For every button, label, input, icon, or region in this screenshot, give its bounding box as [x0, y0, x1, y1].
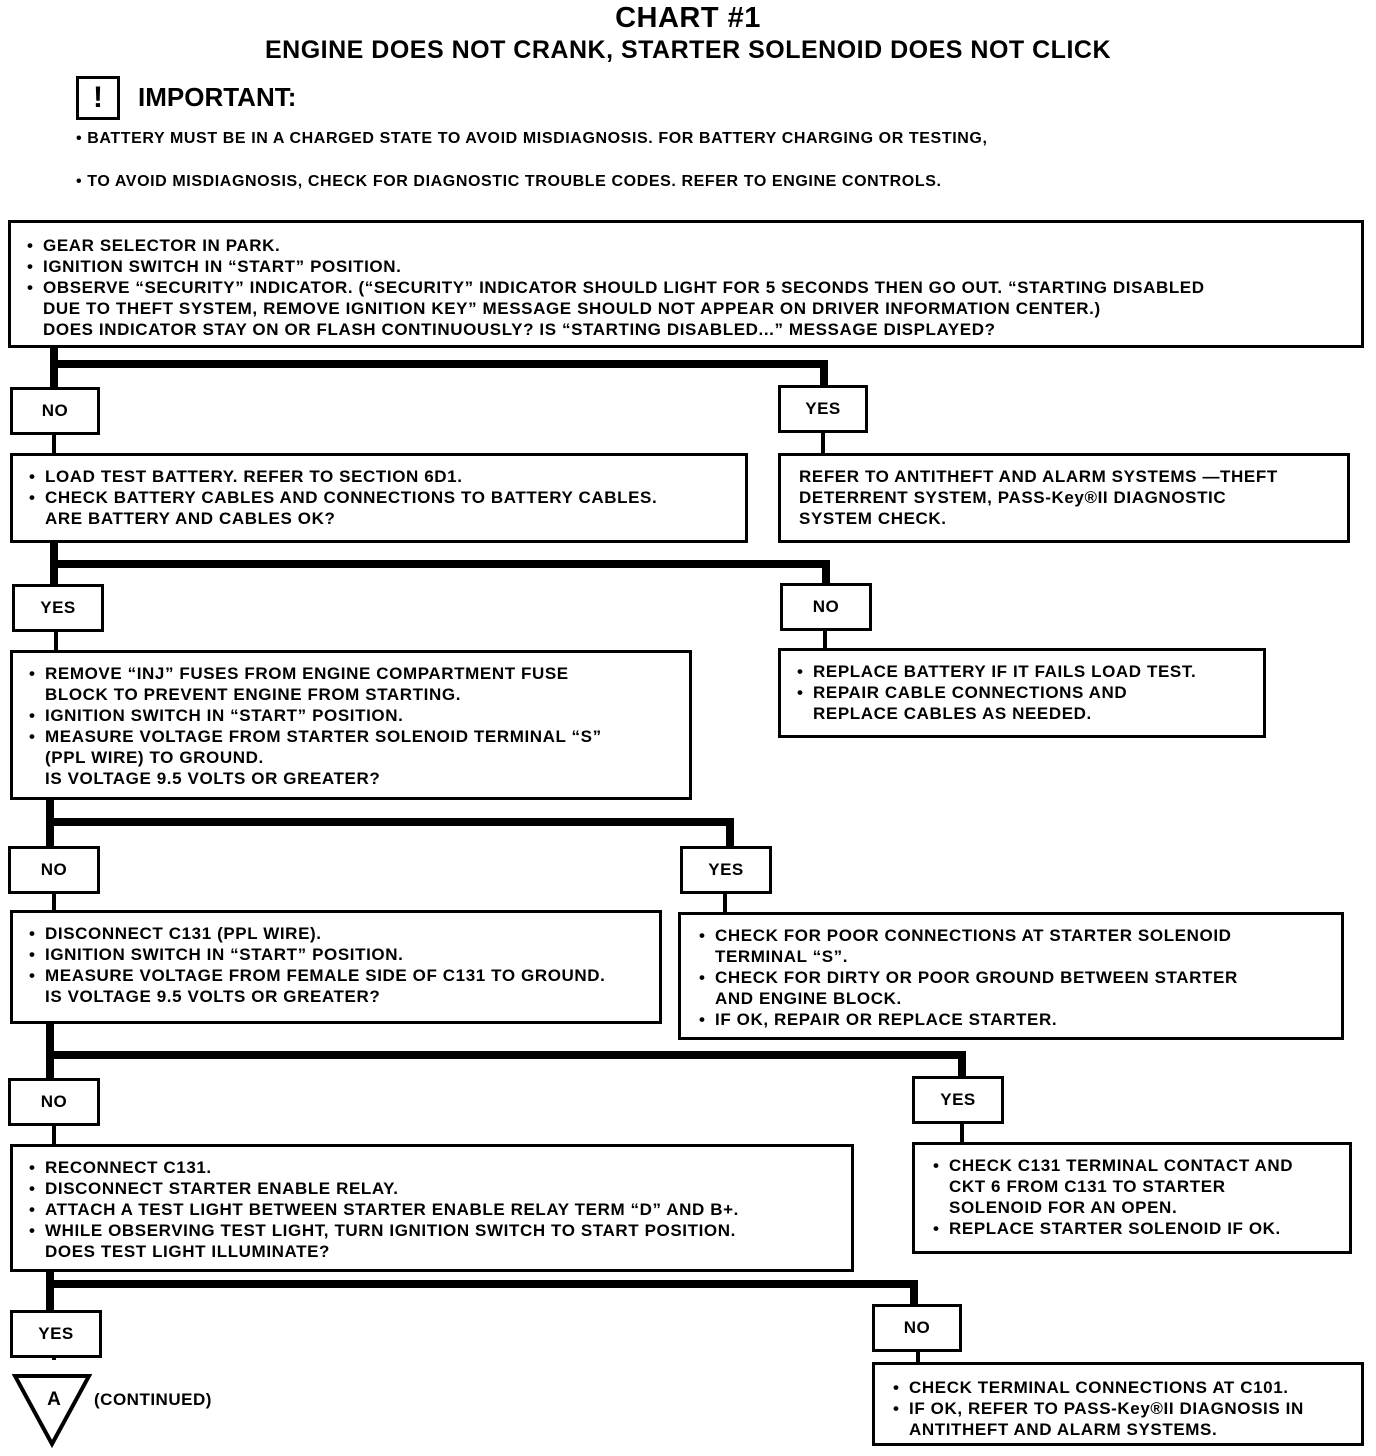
- list-item: TERMINAL “S”.: [715, 947, 849, 966]
- connector-line: [910, 1280, 918, 1306]
- continued-label: (CONTINUED): [94, 1390, 212, 1409]
- list-item: (PPL WIRE) TO GROUND.: [45, 748, 264, 767]
- list-item: • DISCONNECT C131 (PPL WIRE).: [29, 923, 647, 944]
- yes-label: YES: [912, 1076, 1004, 1124]
- list-item: • REPLACE STARTER SOLENOID IF OK.: [933, 1218, 1337, 1239]
- list-item: • CHECK FOR POOR CONNECTIONS AT STARTER SOLENOID: [699, 925, 1329, 946]
- list-item: • GEAR SELECTOR IN PARK.: [27, 235, 1349, 256]
- list-item: • DISCONNECT STARTER ENABLE RELAY.: [29, 1178, 839, 1199]
- list-item: IS VOLTAGE 9.5 VOLTS OR GREATER?: [45, 987, 381, 1006]
- connector-line: [52, 892, 56, 912]
- connector-line: [52, 1124, 56, 1146]
- connector-line: [46, 1268, 54, 1310]
- important-note-2: • TO AVOID MISDIAGNOSIS, CHECK FOR DIAGNOSTIC TROUBLE CODES. REFER TO ENGINE CONTROLS.: [76, 173, 942, 190]
- step4-box: [10, 910, 662, 1024]
- connector-line: [823, 628, 827, 648]
- connector-line: [46, 818, 734, 826]
- text-line: DETERRENT SYSTEM, PASS-Key®II DIAGNOSTIC: [799, 488, 1227, 507]
- list-item: • LOAD TEST BATTERY. REFER TO SECTION 6D1.: [29, 466, 733, 487]
- list-item: IS VOLTAGE 9.5 VOLTS OR GREATER?: [45, 769, 381, 788]
- list-item: • CHECK BATTERY CABLES AND CONNECTIONS TO BATTERY CABLES.: [29, 487, 733, 508]
- connector-line: [726, 818, 734, 848]
- text-line: REFER TO ANTITHEFT AND ALARM SYSTEMS —THEFT: [799, 467, 1278, 486]
- connector-line: [50, 360, 828, 368]
- list-item: DOES TEST LIGHT ILLUMINATE?: [45, 1242, 331, 1261]
- list-item: SOLENOID FOR AN OPEN.: [949, 1198, 1178, 1217]
- exclamation-icon: !: [93, 81, 103, 114]
- list-item: • REPLACE BATTERY IF IT FAILS LOAD TEST.: [797, 661, 1251, 682]
- chart-subtitle: ENGINE DOES NOT CRANK, STARTER SOLENOID DOES NOT CLICK: [264, 36, 1112, 64]
- yes-label: YES: [778, 385, 868, 433]
- solenoid-check-box: [912, 1142, 1352, 1254]
- list-item: BLOCK TO PREVENT ENGINE FROM STARTING.: [45, 685, 462, 704]
- pass-key-diagnosis-box: [872, 1362, 1364, 1446]
- list-item: • OBSERVE “SECURITY” INDICATOR. (“SECURITY” INDICATOR SHOULD LIGHT FOR 5 SECONDS THEN GO OUT. “STARTING DISABLED: [27, 277, 1349, 298]
- step5-box: [10, 1144, 854, 1272]
- starter-check-box: [678, 912, 1344, 1040]
- list-item: • REMOVE “INJ” FUSES FROM ENGINE COMPARTMENT FUSE: [29, 663, 677, 684]
- important-note-1: • BATTERY MUST BE IN A CHARGED STATE TO AVOID MISDIAGNOSIS. FOR BATTERY CHARGING OR TESTING,: [76, 130, 988, 147]
- list-item: • MEASURE VOLTAGE FROM FEMALE SIDE OF C131 TO GROUND.: [29, 965, 647, 986]
- text-line: SYSTEM CHECK.: [799, 509, 947, 528]
- no-label: NO: [872, 1304, 962, 1352]
- list-item: • CHECK C131 TERMINAL CONTACT AND: [933, 1155, 1337, 1176]
- connector-line: [820, 360, 828, 388]
- list-item: CKT 6 FROM C131 TO STARTER: [949, 1177, 1226, 1196]
- list-item: • ATTACH A TEST LIGHT BETWEEN STARTER ENABLE RELAY TERM “D” AND B+.: [29, 1199, 839, 1220]
- list-item: • IF OK, REFER TO PASS-Key®II DIAGNOSIS IN: [893, 1398, 1349, 1419]
- list-item: • IGNITION SWITCH IN “START” POSITION.: [27, 256, 1349, 277]
- list-item: DOES INDICATOR STAY ON OR FLASH CONTINUOUSLY? IS “STARTING DISABLED...” MESSAGE DISPLAYED?: [43, 320, 996, 339]
- list-item: • IGNITION SWITCH IN “START” POSITION.: [29, 944, 647, 965]
- list-item: • RECONNECT C131.: [29, 1157, 839, 1178]
- battery-repair-box: [778, 648, 1266, 738]
- list-item: • REPAIR CABLE CONNECTIONS AND: [797, 682, 1251, 703]
- no-label: NO: [10, 387, 100, 435]
- list-item: ANTITHEFT AND ALARM SYSTEMS.: [909, 1420, 1218, 1439]
- chart-label: CHART #1: [615, 2, 761, 34]
- connector-line: [723, 892, 727, 914]
- list-item: DUE TO THEFT SYSTEM, REMOVE IGNITION KEY” MESSAGE SHOULD NOT APPEAR ON DRIVER INFORMATION CENTER.): [43, 299, 1101, 318]
- list-item: • MEASURE VOLTAGE FROM STARTER SOLENOID TERMINAL “S”: [29, 726, 677, 747]
- important-icon: [76, 76, 120, 120]
- step1-box: [8, 220, 1364, 348]
- connector-line: [46, 1051, 966, 1059]
- list-item: • CHECK TERMINAL CONNECTIONS AT C101.: [893, 1377, 1349, 1398]
- step2-box: [10, 453, 748, 543]
- list-item: ARE BATTERY AND CABLES OK?: [45, 509, 336, 528]
- yes-label: YES: [10, 1310, 102, 1358]
- no-label: NO: [780, 583, 872, 631]
- connector-line: [960, 1122, 964, 1144]
- connector-line: [54, 630, 58, 652]
- list-item: REPLACE CABLES AS NEEDED.: [813, 704, 1092, 723]
- no-label: NO: [8, 1078, 100, 1126]
- connector-line: [46, 1280, 918, 1288]
- list-item: • WHILE OBSERVING TEST LIGHT, TURN IGNITION SWITCH TO START POSITION.: [29, 1220, 839, 1241]
- list-item: • IGNITION SWITCH IN “START” POSITION.: [29, 705, 677, 726]
- connector-line: [958, 1051, 966, 1077]
- connector-line: [50, 560, 830, 568]
- step3-box: [10, 650, 692, 800]
- no-label: NO: [8, 846, 100, 894]
- important-label: IMPORTANT:: [138, 82, 297, 112]
- list-item: • CHECK FOR DIRTY OR POOR GROUND BETWEEN STARTER: [699, 967, 1329, 988]
- list-item: AND ENGINE BLOCK.: [715, 989, 902, 1008]
- yes-label: YES: [12, 584, 104, 632]
- yes-label: YES: [680, 846, 772, 894]
- theft-system-check-box: [778, 453, 1350, 543]
- list-item: • IF OK, REPAIR OR REPLACE STARTER.: [699, 1009, 1329, 1030]
- connector-letter: A: [47, 1389, 61, 1410]
